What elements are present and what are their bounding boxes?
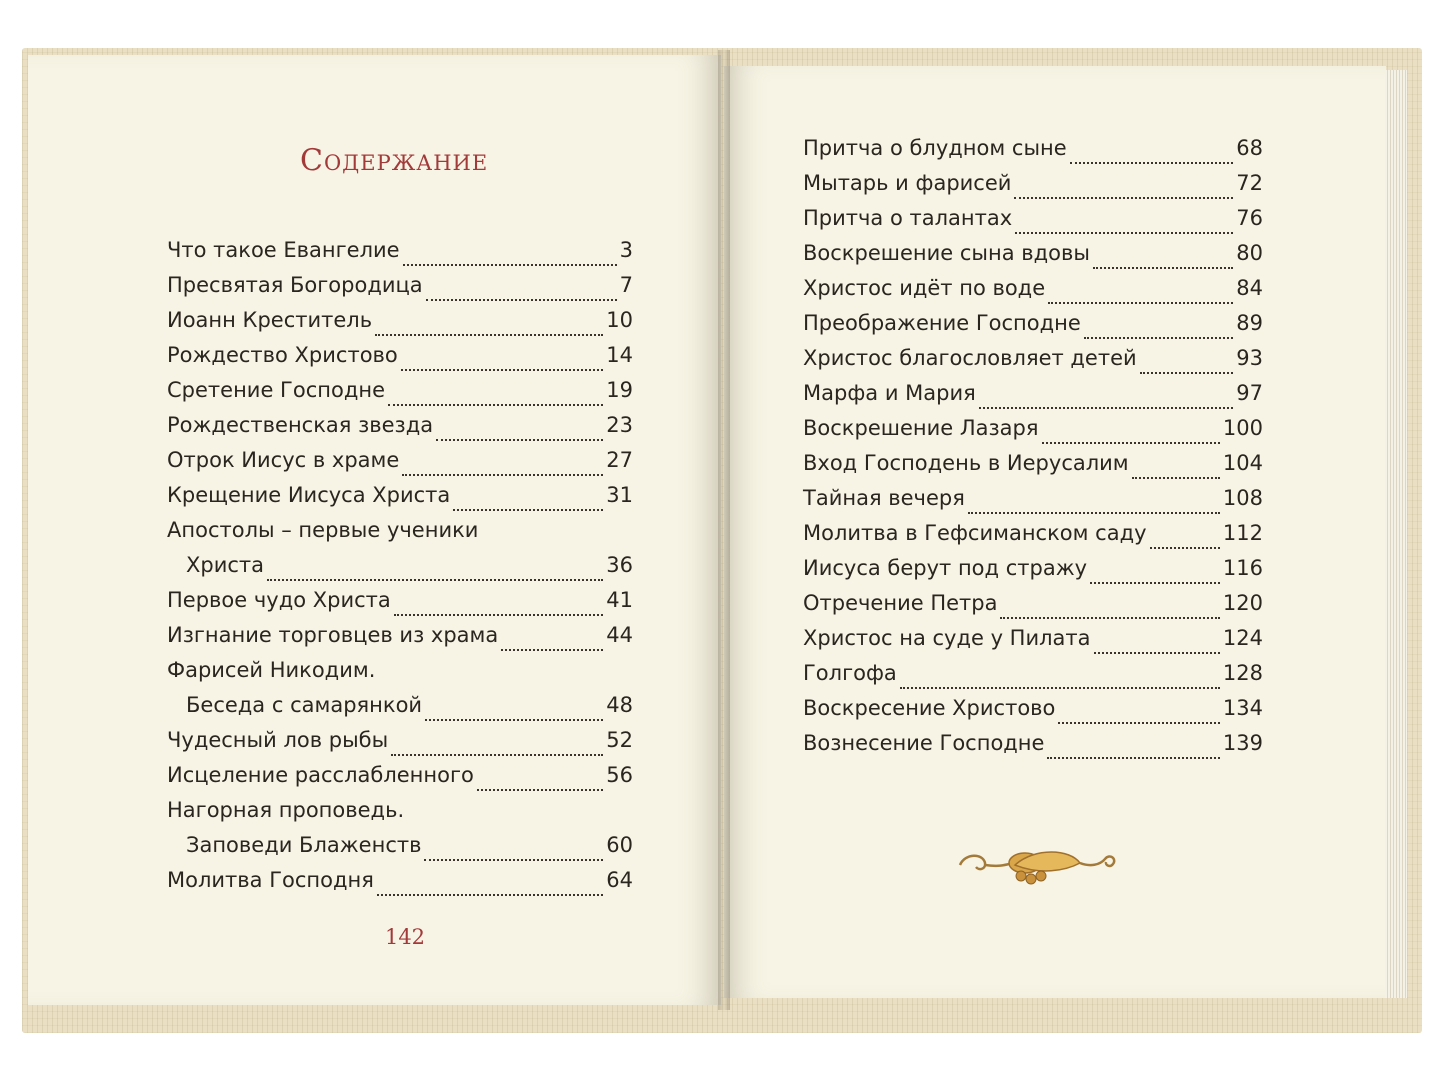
toc-leader <box>1084 337 1233 339</box>
book-spine-fold <box>718 50 730 1010</box>
toc-entry <box>167 518 633 553</box>
toc-entry-page: 19 <box>606 378 633 402</box>
toc-entry <box>803 311 1263 346</box>
toc-entry <box>803 451 1263 486</box>
toc-entry-title: Мытарь и фарисей <box>803 171 1012 195</box>
toc-entry-title: Рождественская звезда <box>167 413 434 437</box>
toc-leader <box>436 439 603 441</box>
toc-leader <box>375 334 603 336</box>
toc-entry-title: Вознесение Господне <box>803 731 1045 755</box>
toc-entry-page: 104 <box>1222 451 1263 475</box>
toc-leader <box>1094 652 1220 654</box>
toc-entry-title: Христос благословляет детей <box>803 346 1137 370</box>
toc-entry-title: Воскресение Христово <box>803 696 1056 720</box>
toc-entry-page: 60 <box>606 833 633 857</box>
toc-leader <box>1093 267 1233 269</box>
toc-entry <box>167 868 633 903</box>
page-number: 142 <box>384 925 426 949</box>
toc-entry <box>167 308 633 343</box>
toc-entry <box>167 273 633 308</box>
toc-entry-title: Притча о талантах <box>803 206 1013 230</box>
toc-leader <box>1132 477 1220 479</box>
toc-entry <box>803 381 1263 416</box>
toc-entry-title: Воскрешение Лазаря <box>803 416 1039 440</box>
toc-entry-page: 100 <box>1222 416 1263 440</box>
toc-entry-page: 124 <box>1222 626 1263 650</box>
toc-entry-page: 76 <box>1236 206 1263 230</box>
toc-leader <box>394 614 604 616</box>
toc-entry-title: Вход Господень в Иерусалим <box>803 451 1129 475</box>
toc-entry-title: Изгнание торговцев из храма <box>167 623 499 647</box>
toc-entry-title: Сретение Господне <box>167 378 385 402</box>
toc-entry <box>803 731 1263 766</box>
toc-entry <box>167 483 633 518</box>
toc-leader <box>477 789 603 791</box>
toc-entry-title: Христос на суде у Пилата <box>803 626 1091 650</box>
toc-entry-page: 52 <box>606 728 633 752</box>
toc-entry <box>167 763 633 798</box>
toc-left-list <box>167 238 633 903</box>
toc-entry-title: Заповеди Блаженств <box>186 833 422 857</box>
toc-entry-title: Пресвятая Богородица <box>167 273 423 297</box>
toc-leader <box>267 579 603 581</box>
toc-entry-page: 134 <box>1222 696 1263 720</box>
toc-entry-page: 10 <box>606 308 633 332</box>
toc-entry-page: 7 <box>619 273 633 297</box>
toc-entry-page: 27 <box>606 448 633 472</box>
toc-entry <box>803 416 1263 451</box>
toc-entry-page: 64 <box>606 868 633 892</box>
toc-entry-page: 93 <box>1236 346 1263 370</box>
toc-leader <box>1070 162 1234 164</box>
toc-entry <box>167 658 633 693</box>
toc-entry-title: Отречение Петра <box>803 591 998 615</box>
toc-entry <box>803 241 1263 276</box>
toc-entry-page: 23 <box>606 413 633 437</box>
toc-leader <box>377 894 603 896</box>
toc-entry-page: 36 <box>606 553 633 577</box>
toc-entry-title: Отрок Иисус в храме <box>167 448 400 472</box>
toc-entry <box>803 626 1263 661</box>
toc-entry <box>803 556 1263 591</box>
toc-leader <box>1140 372 1234 374</box>
toc-entry-page: 44 <box>606 623 633 647</box>
toc-entry <box>167 343 633 378</box>
toc-entry <box>803 661 1263 696</box>
toc-leader <box>1014 197 1233 199</box>
toc-leader <box>401 369 604 371</box>
toc-entry-title: Марфа и Мария <box>803 381 976 405</box>
toc-leader <box>424 859 603 861</box>
toc-entry <box>167 413 633 448</box>
toc-entry <box>803 276 1263 311</box>
toc-leader <box>425 719 603 721</box>
toc-entry-page: 139 <box>1222 731 1263 755</box>
toc-right-list <box>803 136 1263 766</box>
toc-leader <box>1042 442 1220 444</box>
page-edges <box>1385 70 1407 998</box>
toc-entry-title: Голгофа <box>803 661 897 685</box>
toc-entry-title: Беседа с самарянкой <box>186 693 423 717</box>
contents-title: Содержание <box>300 143 489 178</box>
toc-leader <box>403 264 617 266</box>
toc-entry-page: 120 <box>1222 591 1263 615</box>
toc-entry <box>167 378 633 413</box>
toc-entry-page: 41 <box>606 588 633 612</box>
toc-entry <box>167 448 633 483</box>
toc-entry <box>167 693 633 728</box>
toc-entry-title: Молитва Господня <box>167 868 374 892</box>
toc-leader <box>900 687 1220 689</box>
toc-entry-title: Христос идёт по воде <box>803 276 1046 300</box>
toc-entry <box>803 486 1263 521</box>
toc-entry-page: 89 <box>1236 311 1263 335</box>
toc-entry <box>167 553 633 588</box>
toc-entry-title: Фарисей Никодим. <box>167 658 376 682</box>
toc-entry <box>167 623 633 658</box>
toc-entry-title: Крещение Иисуса Христа <box>167 483 451 507</box>
toc-entry-page: 112 <box>1222 521 1263 545</box>
toc-entry-title: Притча о блудном сыне <box>803 136 1067 160</box>
toc-entry <box>167 798 633 833</box>
toc-leader <box>1090 582 1220 584</box>
toc-entry <box>803 136 1263 171</box>
toc-leader <box>453 509 603 511</box>
toc-entry-page: 108 <box>1222 486 1263 510</box>
toc-leader <box>426 299 617 301</box>
toc-entry-page: 80 <box>1236 241 1263 265</box>
toc-entry-title: Иоанн Креститель <box>167 308 373 332</box>
toc-leader <box>388 404 603 406</box>
toc-entry <box>167 728 633 763</box>
toc-leader <box>1150 547 1220 549</box>
toc-entry <box>803 206 1263 241</box>
toc-entry-page: 48 <box>606 693 633 717</box>
toc-entry-title: Нагорная проповедь. <box>167 798 405 822</box>
toc-entry <box>803 521 1263 556</box>
toc-leader <box>1015 232 1233 234</box>
toc-entry-page: 31 <box>606 483 633 507</box>
toc-entry-title: Исцеление расслабленного <box>167 763 474 787</box>
toc-entry <box>803 591 1263 626</box>
toc-entry-title: Рождество Христово <box>167 343 398 367</box>
toc-entry-title: Тайная вечеря <box>803 486 965 510</box>
toc-leader <box>402 474 603 476</box>
toc-entry-page: 116 <box>1222 556 1263 580</box>
toc-entry <box>803 346 1263 381</box>
toc-entry-page: 68 <box>1236 136 1263 160</box>
toc-leader <box>1000 617 1219 619</box>
toc-entry-title: Апостолы – первые ученики <box>167 518 479 542</box>
toc-entry <box>167 588 633 623</box>
toc-entry-title: Иисуса берут под стражу <box>803 556 1088 580</box>
toc-entry-title: Христа <box>186 553 265 577</box>
toc-entry-page: 3 <box>619 238 633 262</box>
toc-entry-page: 56 <box>606 763 633 787</box>
toc-leader <box>391 754 603 756</box>
toc-entry-page: 97 <box>1236 381 1263 405</box>
toc-entry-page: 84 <box>1236 276 1263 300</box>
toc-leader <box>501 649 603 651</box>
toc-entry-page: 128 <box>1222 661 1263 685</box>
toc-entry <box>803 171 1263 206</box>
toc-entry-page: 72 <box>1236 171 1263 195</box>
toc-leader <box>1047 757 1219 759</box>
toc-entry-title: Воскрешение сына вдовы <box>803 241 1090 265</box>
toc-leader <box>968 512 1220 514</box>
toc-entry <box>167 833 633 868</box>
toc-entry <box>803 696 1263 731</box>
toc-leader <box>1048 302 1233 304</box>
toc-leader <box>979 407 1234 409</box>
toc-leader <box>1058 722 1220 724</box>
toc-entry-page: 14 <box>606 343 633 367</box>
toc-entry-title: Преображение Господне <box>803 311 1081 335</box>
toc-entry-title: Молитва в Гефсиманском саду <box>803 521 1147 545</box>
toc-entry-title: Чудесный лов рыбы <box>167 728 389 752</box>
toc-entry-title: Первое чудо Христа <box>167 588 391 612</box>
toc-entry <box>167 238 633 273</box>
flourish-ornament-icon <box>955 843 1120 893</box>
toc-entry-title: Что такое Евангелие <box>167 238 400 262</box>
